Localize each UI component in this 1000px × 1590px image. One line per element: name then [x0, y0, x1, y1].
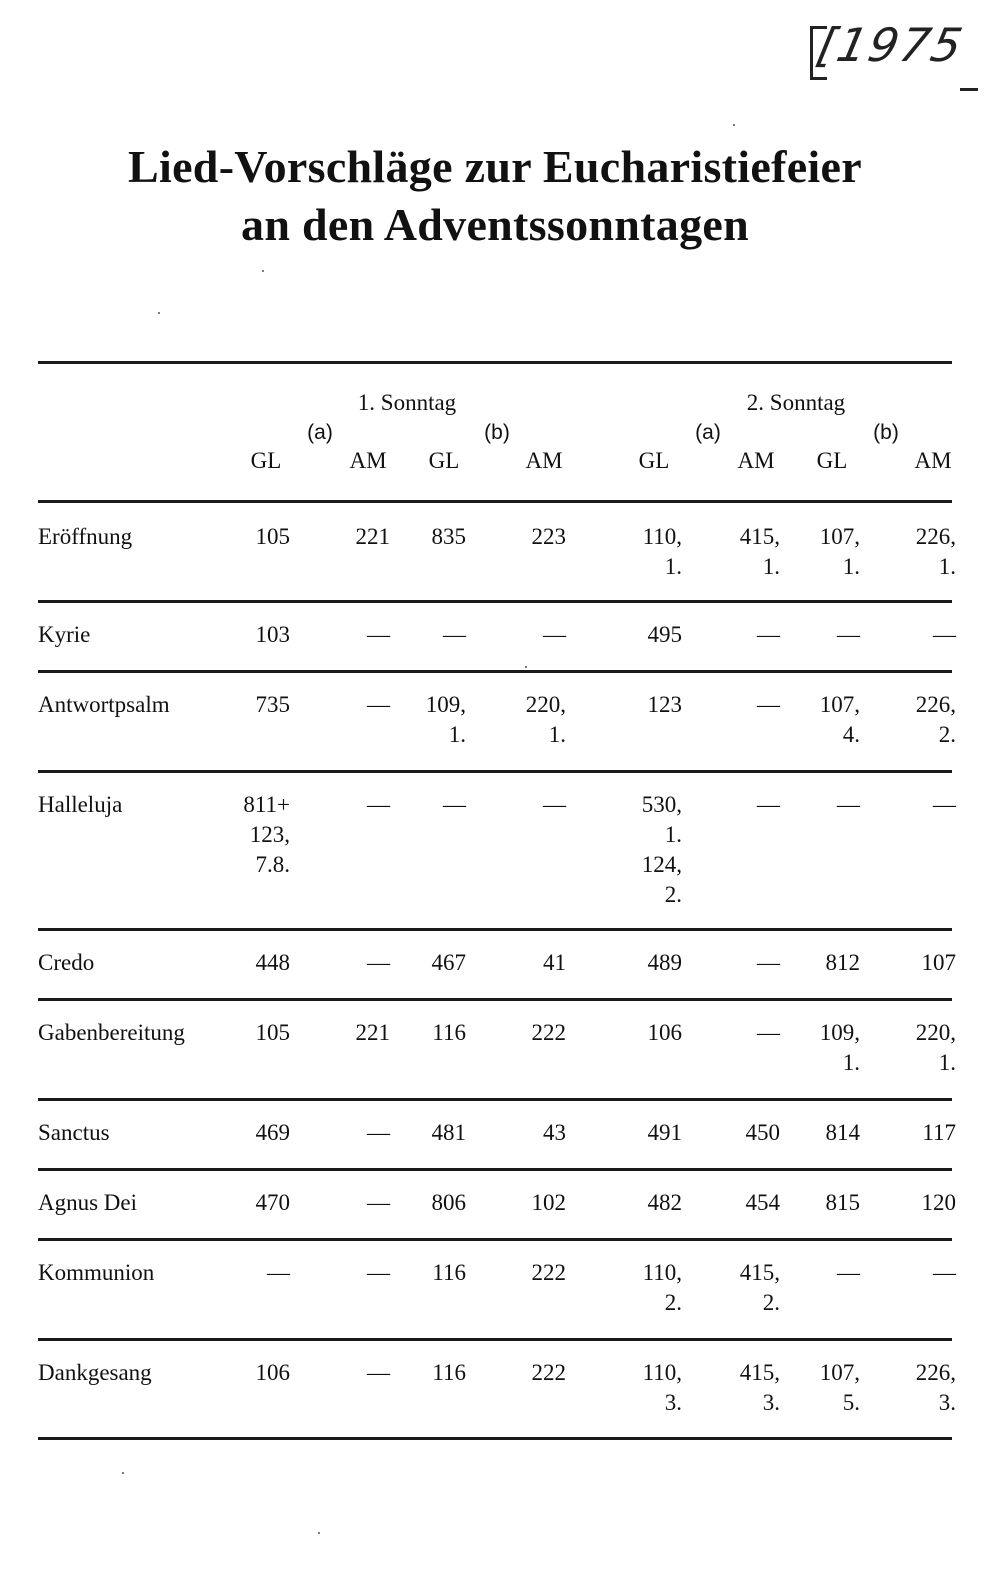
column-header: AM: [349, 448, 387, 473]
annotation-text: [1975: [812, 18, 969, 72]
row-label: Halleluja: [38, 792, 123, 817]
group-header: 1. Sonntag: [357, 390, 457, 415]
table-cell: 448: [255, 950, 290, 975]
table-cell: —: [367, 1260, 390, 1285]
title-line-1: Lied-Vorschläge zur Eucharistiefeier: [128, 141, 862, 192]
table-cell: 469: [255, 1120, 290, 1145]
row-label: Kommunion: [38, 1260, 155, 1285]
table-cell: 467: [431, 950, 466, 975]
table-cell: —: [757, 792, 780, 817]
table-cell: 806: [431, 1190, 466, 1215]
speck: [318, 1532, 320, 1534]
table-cell: 116: [432, 1360, 466, 1385]
table-cell: 109, 1.: [425, 692, 466, 747]
table-cell: 103: [255, 622, 290, 647]
row-label: Antwortpsalm: [38, 692, 170, 717]
table-cell: —: [367, 792, 390, 817]
speck: [733, 124, 735, 126]
table-cell: —: [443, 792, 466, 817]
table-cell: 530, 1. 124, 2.: [641, 792, 682, 907]
table-cell: 41: [543, 950, 566, 975]
table-cell: 415, 2.: [739, 1260, 780, 1315]
table-cell: 415, 3.: [739, 1360, 780, 1415]
table-cell: 495: [647, 622, 682, 647]
table-cell: 835: [431, 524, 466, 549]
column-header: GL: [638, 448, 670, 473]
row-rule: [38, 1168, 952, 1171]
table-cell: 107, 5.: [819, 1360, 860, 1415]
table-cell: 107, 1.: [819, 524, 860, 579]
title-line-2: an den Adventssonntagen: [241, 199, 749, 250]
table-cell: —: [837, 1260, 860, 1285]
row-label: Gabenbereitung: [38, 1020, 185, 1045]
column-header: AM: [914, 448, 952, 473]
table-cell: 220, 1.: [525, 692, 566, 747]
table-cell: —: [933, 1260, 956, 1285]
table-cell: 222: [531, 1020, 566, 1045]
table-cell: 222: [531, 1260, 566, 1285]
column-header: AM: [525, 448, 563, 473]
speck: [525, 666, 527, 668]
row-rule: [38, 928, 952, 931]
table-cell: —: [267, 1260, 290, 1285]
row-rule: [38, 998, 952, 1001]
table-cell: 415, 1.: [739, 524, 780, 579]
table-cell: 110, 2.: [642, 1260, 682, 1315]
table-cell: 116: [432, 1020, 466, 1045]
header-rule: [38, 500, 952, 503]
page-title: [0, 138, 990, 254]
subgroup-header: (b): [484, 421, 510, 444]
table-cell: 221: [355, 524, 390, 549]
table-cell: —: [367, 622, 390, 647]
speck: [262, 270, 264, 272]
table-cell: 107: [921, 950, 956, 975]
table-cell: —: [443, 622, 466, 647]
table-cell: 226, 3.: [915, 1360, 956, 1415]
table-cell: —: [367, 1360, 390, 1385]
annotation-underline: [960, 88, 978, 91]
table-cell: 482: [647, 1190, 682, 1215]
row-rule: [38, 770, 952, 773]
table-cell: 105: [255, 524, 290, 549]
column-header: GL: [816, 448, 848, 473]
subgroup-header: (b): [873, 421, 899, 444]
table-cell: 226, 2.: [915, 692, 956, 747]
table-cell: —: [757, 950, 780, 975]
row-label: Eröffnung: [38, 524, 133, 549]
table-cell: —: [757, 1020, 780, 1045]
column-header: GL: [428, 448, 460, 473]
table-cell: 123: [647, 692, 682, 717]
row-label: Credo: [38, 950, 95, 975]
table-cell: 481: [431, 1120, 466, 1145]
table-cell: 105: [255, 1020, 290, 1045]
row-rule: [38, 1338, 952, 1341]
table-cell: 226, 1.: [915, 524, 956, 579]
table-cell: —: [933, 792, 956, 817]
table-cell: 106: [255, 1360, 290, 1385]
table-cell: 117: [922, 1120, 956, 1145]
table-cell: 491: [647, 1120, 682, 1145]
row-rule: [38, 1437, 952, 1440]
table-cell: —: [367, 1190, 390, 1215]
table-cell: —: [933, 622, 956, 647]
table-cell: —: [543, 792, 566, 817]
table-cell: 116: [432, 1260, 466, 1285]
table-cell: 735: [255, 692, 290, 717]
table-cell: 107, 4.: [819, 692, 860, 747]
table-cell: 470: [255, 1190, 290, 1215]
subgroup-header: (a): [695, 421, 721, 444]
table-cell: —: [757, 692, 780, 717]
table-cell: 222: [531, 1360, 566, 1385]
table-cell: 220, 1.: [915, 1020, 956, 1075]
row-rule: [38, 670, 952, 673]
group-header: 2. Sonntag: [746, 390, 846, 415]
table-cell: 450: [745, 1120, 780, 1145]
table-cell: 814: [825, 1120, 860, 1145]
table-cell: 102: [531, 1190, 566, 1215]
handwritten-annotation: [800, 12, 985, 92]
table-cell: —: [367, 950, 390, 975]
table-cell: —: [367, 692, 390, 717]
table-cell: 812: [825, 950, 860, 975]
table-cell: 454: [745, 1190, 780, 1215]
subgroup-header: (a): [307, 421, 333, 444]
table-cell: 815: [825, 1190, 860, 1215]
row-label: Dankgesang: [38, 1360, 152, 1385]
row-rule: [38, 600, 952, 603]
table-cell: —: [543, 622, 566, 647]
table-cell: 43: [543, 1120, 566, 1145]
column-header: GL: [250, 448, 282, 473]
table-cell: —: [757, 622, 780, 647]
table-cell: 120: [921, 1190, 956, 1215]
table-cell: 223: [531, 524, 566, 549]
table-cell: 106: [647, 1020, 682, 1045]
speck: [122, 1472, 124, 1474]
table-cell: 811+ 123, 7.8.: [243, 792, 290, 877]
row-label: Agnus Dei: [38, 1190, 138, 1215]
table-cell: 110, 1.: [642, 524, 682, 579]
speck: [158, 312, 160, 314]
row-rule: [38, 1238, 952, 1241]
column-header: AM: [737, 448, 775, 473]
row-label: Sanctus: [38, 1120, 110, 1145]
row-label: Kyrie: [38, 622, 91, 647]
table-cell: —: [837, 792, 860, 817]
table-cell: 109, 1.: [819, 1020, 860, 1075]
row-rule: [38, 1098, 952, 1101]
table-cell: 221: [355, 1020, 390, 1045]
table-cell: 110, 3.: [642, 1360, 682, 1415]
table-top-rule: [38, 361, 952, 364]
table-cell: —: [837, 622, 860, 647]
table-cell: 489: [647, 950, 682, 975]
table-cell: —: [367, 1120, 390, 1145]
